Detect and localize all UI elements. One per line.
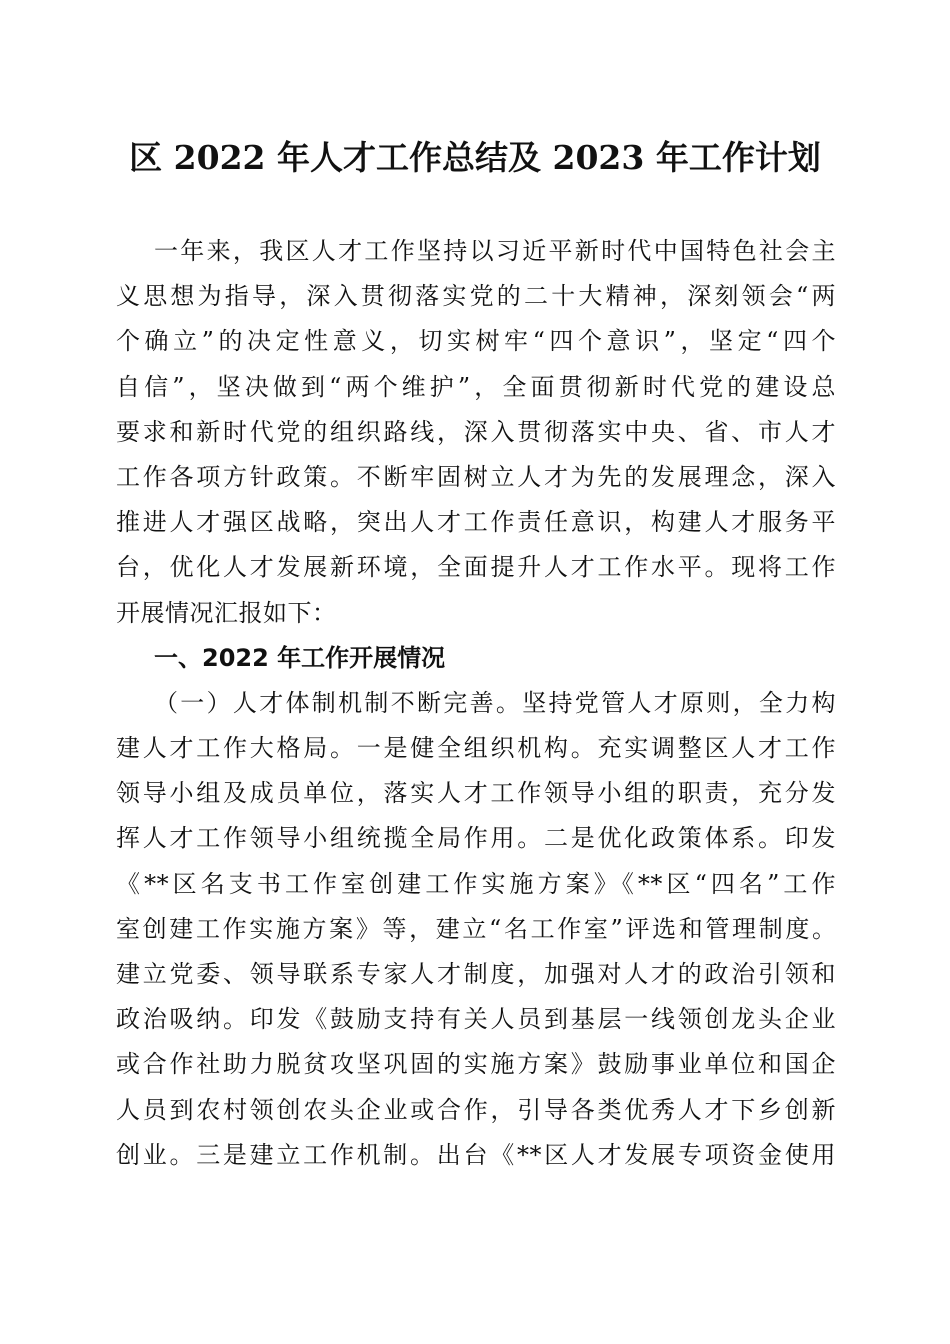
document-title: 区 2022 年人才工作总结及 2023 年工作计划: [129, 138, 821, 177]
paragraph-line: 推进人才强区战略，突出人才工作责任意识，构建人才服务平: [116, 508, 836, 537]
paragraph-line: 创业。三是建立工作机制。出台《**区人才发展专项资金使用: [116, 1140, 836, 1169]
paragraph-line: 政治吸纳。印发《鼓励支持有关人员到基层一线领创龙头企业: [116, 1005, 836, 1034]
paragraph-line: 挥人才工作领导小组统揽全局作用。二是优化政策体系。印发: [116, 824, 836, 853]
paragraph-line: （一）人才体制机制不断完善。坚持党管人才原则，全力构: [154, 688, 836, 717]
document-body: [116, 229, 836, 1178]
paragraph-line: 建人才工作大格局。一是健全组织机构。充实调整区人才工作: [116, 734, 836, 763]
paragraph-line: 开展情况汇报如下：: [116, 598, 337, 627]
paragraph-line: 室创建工作实施方案》等，建立“名工作室”评选和管理制度。: [116, 914, 836, 943]
section-heading: 一、2022 年工作开展情况: [154, 643, 446, 672]
paragraph-line: 建立党委、领导联系专家人才制度，加强对人才的政治引领和: [116, 960, 836, 988]
paragraph-line: 人员到农村领创农头企业或合作，引导各类优秀人才下乡创新: [116, 1095, 836, 1124]
paragraph-line: 领导小组及成员单位，落实人才工作领导小组的职责，充分发: [116, 779, 836, 808]
paragraph-line: 要求和新时代党的组织路线，深入贯彻落实中央、省、市人才: [116, 417, 836, 446]
paragraph-line: 或合作社助力脱贫攻坚巩固的实施方案》鼓励事业单位和国企: [116, 1050, 836, 1079]
paragraph-line: 工作各项方针政策。不断牢固树立人才为先的发展理念，深入: [116, 462, 836, 491]
paragraph-line: 一年来，我区人才工作坚持以习近平新时代中国特色社会主: [154, 237, 836, 265]
paragraph-line: 义思想为指导，深入贯彻落实党的二十大精神，深刻领会“两: [116, 282, 836, 311]
paragraph-line: 《**区名支书工作室创建工作实施方案》《**区“四名”工作: [116, 869, 836, 898]
paragraph-line: 自信”，坚决做到“两个维护”，全面贯彻新时代党的建设总: [116, 372, 836, 401]
paragraph-line: 个确立”的决定性意义，切实树牢“四个意识”，坚定“四个: [116, 327, 836, 356]
paragraph-line: 台，优化人才发展新环境，全面提升人才工作水平。现将工作: [116, 553, 836, 582]
